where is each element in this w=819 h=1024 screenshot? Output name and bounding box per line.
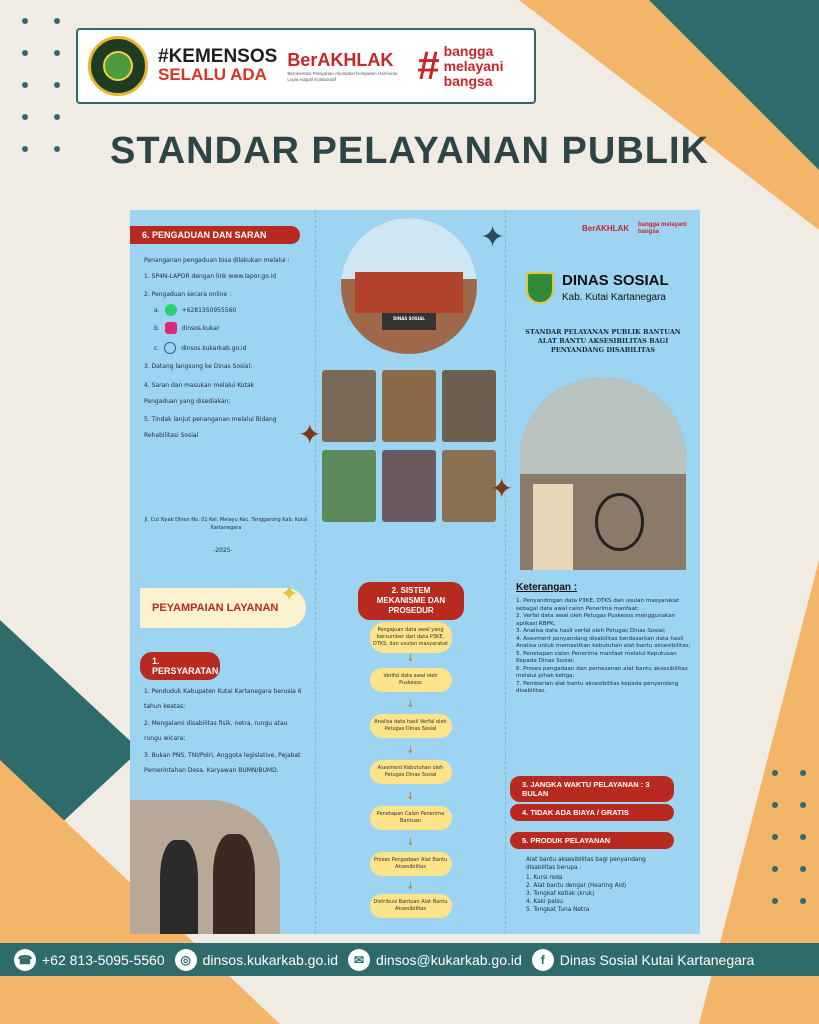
flow-arrow-icon: ↓ xyxy=(406,881,415,892)
jangka-waktu-heading: 3. JANGKA WAKTU PELAYANAN : 3 BULAN xyxy=(510,776,674,802)
requirement-1: 1. Penduduk Kabupaten Kutai Kartanegara berusia 6 tahun keatas; xyxy=(144,688,302,710)
produk-item: 2. Alat bantu dengar (Hearing Aid) xyxy=(526,883,627,889)
contact-instagram: b. dinsos.kukar xyxy=(154,322,219,334)
flow-step-3: Analisa data hasil Verfal oleh Petugas Dinas Sosial xyxy=(370,714,452,738)
bangga-melayani-logo xyxy=(417,44,503,89)
kemensos-logo xyxy=(158,48,277,84)
berakhlak-subtitle: Berorientasi Pelayanan Akuntabel Kompeten Harmonis Loyal Adaptif Kolaboratif xyxy=(287,70,398,82)
cover-subtitle: STANDAR PELAYANAN PUBLIK BANTUAN ALAT BANTU AKSESIBILITAS BAGI PENYANDANG DISABILITAS xyxy=(525,328,681,354)
produk-intro: Alat bantu aksesibilitas bagi penyandang disabilitas berupa : xyxy=(526,857,646,871)
activity-photo-3 xyxy=(442,370,496,442)
keterangan-heading: Keterangan : xyxy=(516,582,578,593)
footer-facebook[interactable] xyxy=(532,949,755,971)
pengaduan-item5: 5. Tindak lanjut penanganan melalui Bidang Rehabilitasi Sosial xyxy=(144,416,277,439)
flow-step-2: Verifal data awal oleh Puskesos xyxy=(370,668,452,692)
footer-email[interactable] xyxy=(348,949,522,971)
produk-list xyxy=(526,874,686,914)
staff-photo xyxy=(130,800,280,934)
flow-arrow-icon: ↓ xyxy=(406,653,415,664)
keterangan-item: 1. Penyandingan data P3KE, DTKS dan usulan masyarakat sebagai data awal calon Penerima manfaat; xyxy=(516,598,679,612)
flow-step-1: Pengajuan data awal yang bersumber dari data P3KE, DTKS, dan usulan masyarakat xyxy=(370,622,452,653)
bangga-line1: bangga xyxy=(443,42,494,59)
persyaratan-heading: 1. PERSYARATAN xyxy=(140,652,220,680)
whatsapp-icon xyxy=(165,304,177,316)
page-title: STANDAR PELAYANAN PUBLIK xyxy=(110,130,709,172)
activity-photo-4 xyxy=(322,450,376,522)
keterangan-item: 7. Pemberian alat bantu aksesibilitas kepada penyandang disabilitas. xyxy=(516,680,679,694)
contact-web: c. dinsos.kukarkab.go.id xyxy=(154,342,246,354)
produk-heading: 5. PRODUK PELAYANAN xyxy=(510,832,674,849)
activity-photo-2 xyxy=(382,370,436,442)
panel-photos xyxy=(316,210,506,572)
hash-icon: # xyxy=(417,44,440,88)
wheelchair-handover-photo xyxy=(520,378,686,570)
whatsapp-number: +6281350955560 xyxy=(181,306,237,314)
pengaduan-heading: 6. PENGADUAN DAN SARAN xyxy=(130,226,300,244)
flow-arrow-icon: ↓ xyxy=(406,745,415,756)
kemensos-line1: #KEMENSOS xyxy=(158,46,278,67)
berakhlak-title: BerAKHLAK xyxy=(287,49,394,70)
instagram-handle: dinsos.kukar xyxy=(181,324,220,332)
bangga-line3: bangsa xyxy=(443,72,493,89)
footer-facebook-text: Dinas Sosial Kutai Kartanegara xyxy=(559,951,755,968)
panel-mekanisme xyxy=(316,572,506,934)
requirement-2: 2. Mengalami disabilitas fisik, netra, rungu atau rungu wicara; xyxy=(144,720,288,742)
panel-pengaduan xyxy=(130,210,316,572)
kukar-emblem-icon xyxy=(526,272,554,304)
pengaduan-intro: Penanganan pengaduan bisa dilakukan melalui : xyxy=(144,257,290,264)
produk-item: 5. Tongkat Tuna Netra xyxy=(526,907,590,913)
office-sign: DINAS SOSIAL xyxy=(393,315,425,321)
globe-icon xyxy=(164,342,176,354)
keterangan-item: 2. Verfal data awal oleh Petugas Puskesos menggunakan aplikasi RBPK; xyxy=(516,613,676,627)
cover-berakhlak: BerAKHLAK xyxy=(582,224,630,233)
pengaduan-item1: 1. SP4N-LAPOR dengan link www.lapor.go.id xyxy=(144,273,277,280)
kemensos-line2: SELALU ADA xyxy=(158,65,267,84)
flow-arrow-icon: ↓ xyxy=(406,791,415,802)
pengaduan-item2: 2. Pengaduan secara online : xyxy=(144,291,232,298)
instagram-icon xyxy=(165,322,177,334)
cover-bangga: bangga melayani bangsa xyxy=(638,222,687,235)
penyampaian-heading: PEYAMPAIAN LAYANAN xyxy=(140,588,306,628)
pengaduan-item3: 3. Datang langsung ke Dinas Sosial; xyxy=(144,363,253,370)
contact-footer xyxy=(0,943,819,976)
flow-step-6: Proses Pengadaan Alat Bantu Aksesibilitas xyxy=(370,852,452,876)
cover-dinas-title: DINAS SOSIAL xyxy=(562,272,669,289)
flow-step-7: Distribusi Bantuan Alat Bantu Aksesibilitas xyxy=(370,894,452,918)
requirement-3: 3. Bukan PNS, TNI/Polri, Anggota legislative, Pejabat Pemerintahan Desa, Karyawan BUMN/BUMD. xyxy=(144,752,301,774)
star-decor-icon: ✦ xyxy=(480,220,506,255)
decor-dots-right xyxy=(772,770,806,904)
star-decor-icon: ✦ xyxy=(490,472,514,505)
produk-item: 3. Tongkat ketiak (kruk) xyxy=(526,891,595,897)
keterangan-item: 4. Asesment penyandang disabilitas berdasarkan data hasil Analisa untuk memastikan kebutuhan alat bantu aksesibilitas; xyxy=(516,635,691,649)
keterangan-item: 5. Penetapan calon Penerima manfaat melalui Keputusan Kepada Dinas Sosial; xyxy=(516,650,677,664)
web-address: dinsos.kukarkab.go.id xyxy=(181,344,247,352)
keterangan-list xyxy=(516,598,694,696)
mekanisme-heading: 2. SISTEM MEKANISME DAN PROSEDUR xyxy=(358,582,464,620)
footer-email-text: dinsos@kukarkab.go.id xyxy=(376,951,522,968)
produk-item: 1. Kursi roda xyxy=(526,875,563,881)
flow-step-4: Asesment Kebutuhan oleh Petugas Dinas Sosial xyxy=(370,760,452,784)
keterangan-item: 3. Analisa data hasil verfal oleh Petugas Dinas Sosial; xyxy=(516,628,666,634)
panel-penyampaian xyxy=(130,572,316,934)
facebook-icon: f xyxy=(532,949,554,971)
footer-phone-text: +62 813-5095-5560 xyxy=(42,951,165,968)
dinas-sosial-seal-icon xyxy=(88,36,148,96)
footer-web[interactable] xyxy=(175,949,338,971)
contact-whatsapp: a. +6281350955560 xyxy=(154,304,236,316)
berakhlak-logo xyxy=(287,50,407,83)
globe-icon: ◎ xyxy=(175,949,197,971)
header-logo-bar xyxy=(76,28,536,104)
flow-arrow-icon: ↓ xyxy=(406,837,415,848)
leaflet-poster xyxy=(130,210,700,934)
flow-arrow-icon: ↓ xyxy=(406,699,415,710)
biaya-heading: 4. TIDAK ADA BIAYA / GRATIS xyxy=(510,804,674,821)
email-icon: ✉ xyxy=(348,949,370,971)
keterangan-item: 6. Proses pengadaan dan pemesanan alat bantu aksesibilitas melalui pihak ketiga; xyxy=(516,665,688,679)
panel-keterangan xyxy=(506,572,700,934)
produk-item: 4. Kaki palsu xyxy=(526,899,563,905)
panel-cover xyxy=(506,210,700,572)
activity-photo-5 xyxy=(382,450,436,522)
footer-web-text: dinsos.kukarkab.go.id xyxy=(202,951,339,968)
cover-kabupaten: Kab. Kutai Kartanegara xyxy=(562,292,666,303)
star-decor-icon: ✦ xyxy=(298,418,322,451)
flow-step-5: Penetapan Calon Penerima Bantuan xyxy=(370,806,452,830)
office-address: Jl. Cut Nyak Dhien No. 01 Kel. Melayu Kec. Tenggarong Kab. Kutai Kartanegara xyxy=(144,517,308,531)
year-label: -2025- xyxy=(213,547,233,554)
phone-icon: ☎ xyxy=(14,949,36,971)
bangga-line2: melayani xyxy=(443,57,504,74)
office-photo xyxy=(341,218,477,354)
star-decor-icon: ✦ xyxy=(280,582,299,607)
footer-phone[interactable] xyxy=(14,949,165,971)
pengaduan-item4: 4. Saran dan masukan melalui Kotak Pengaduan yang disediakan; xyxy=(144,382,255,405)
activity-photo-6 xyxy=(442,450,496,522)
activity-photo-1 xyxy=(322,370,376,442)
